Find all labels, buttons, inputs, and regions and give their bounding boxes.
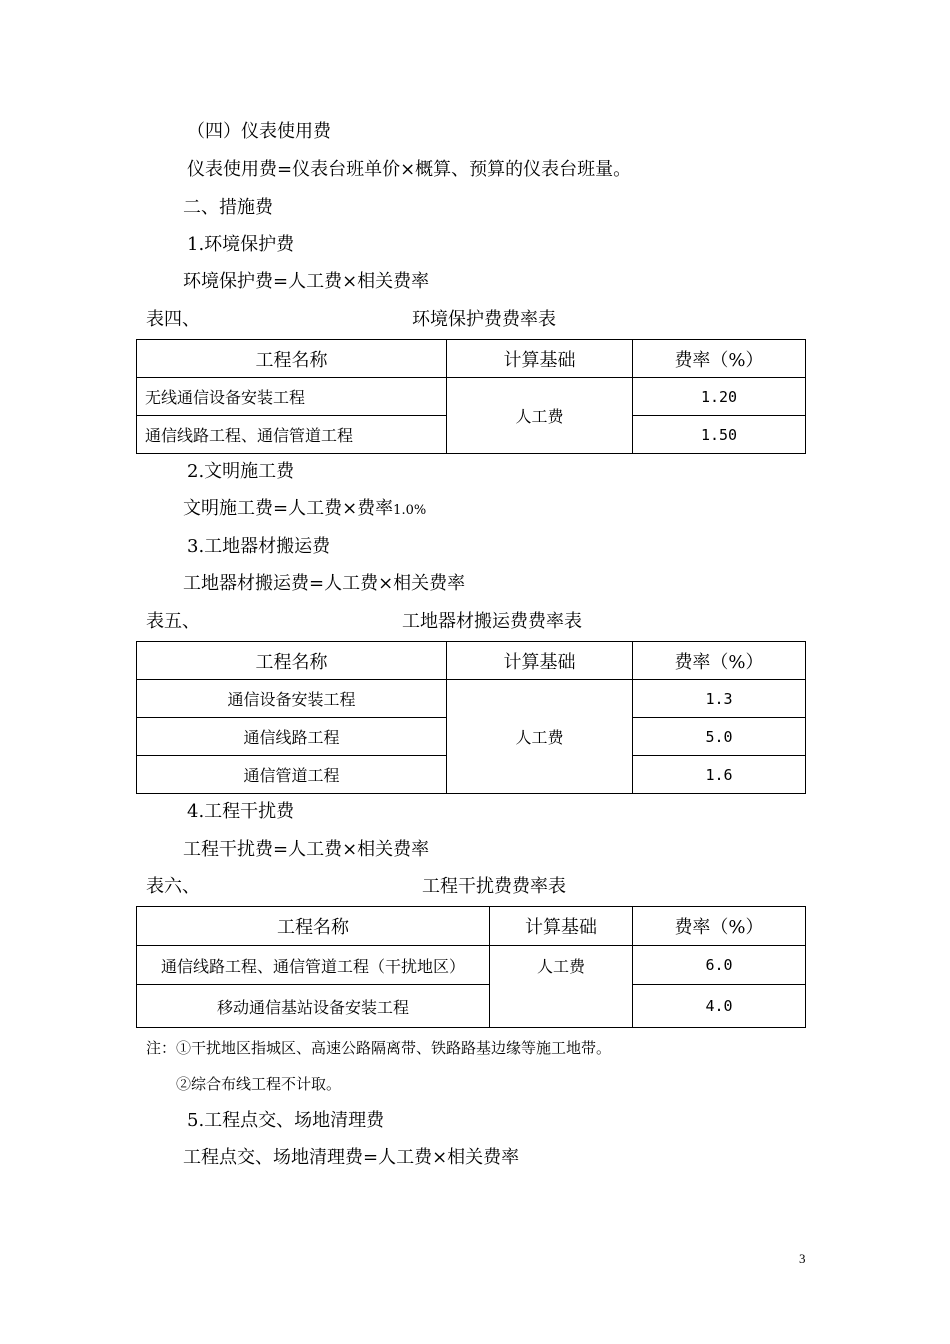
table4-basis: 人工费	[447, 378, 633, 454]
table4	[136, 339, 806, 454]
table5-row1-name: 通信设备安装工程	[137, 680, 447, 718]
heading-material-transport-fee: 3.工地器材搬运费	[187, 536, 331, 557]
table6-label: 表六、	[146, 876, 200, 897]
formula-environment-fee: 环境保护费=人工费×相关费率	[183, 271, 430, 292]
table-row	[137, 946, 806, 985]
table6-basis: 人工费	[490, 946, 633, 1028]
table5-row2-name: 通信线路工程	[137, 718, 447, 756]
table6	[136, 906, 806, 1028]
table-row	[137, 680, 806, 718]
table4-label: 表四、	[146, 309, 200, 330]
table6-row1-rate: 6.0	[633, 946, 806, 985]
heading-measures-fee: 二、措施费	[183, 197, 273, 218]
formula-interference-fee: 工程干扰费=人工费×相关费率	[183, 839, 430, 860]
table6-row1-name: 通信线路工程、通信管道工程（干扰地区）	[137, 946, 490, 985]
table5-header-rate: 费率（%）	[633, 642, 806, 680]
table6-header-basis: 计算基础	[490, 907, 633, 946]
table5-title: 工地器材搬运费费率表	[402, 611, 582, 632]
note-1: 注：①干扰地区指城区、高速公路隔离带、铁路路基边缘等施工地带。	[146, 1039, 612, 1057]
formula-instrument-fee: 仪表使用费=仪表台班单价×概算、预算的仪表台班量。	[187, 159, 632, 180]
table5-label: 表五、	[146, 611, 200, 632]
table5-basis: 人工费	[447, 680, 633, 794]
table5-header-name: 工程名称	[137, 642, 447, 680]
table5-row3-rate: 1.6	[633, 756, 806, 794]
table6-row2-rate: 4.0	[633, 985, 806, 1028]
table-row	[137, 378, 806, 416]
table4-title: 环境保护费费率表	[412, 309, 556, 330]
table5-header-basis: 计算基础	[447, 642, 633, 680]
heading-instrument-fee: （四）仪表使用费	[187, 121, 331, 142]
table6-title: 工程干扰费费率表	[422, 876, 566, 897]
table5	[136, 641, 806, 794]
table6-header-name: 工程名称	[137, 907, 490, 946]
table4-row2-name: 通信线路工程、通信管道工程	[137, 416, 447, 454]
table4-header-rate: 费率（%）	[633, 340, 806, 378]
formula-handover-cleanup-fee: 工程点交、场地清理费=人工费×相关费率	[183, 1147, 520, 1168]
table5-row1-rate: 1.3	[633, 680, 806, 718]
table5-row3-name: 通信管道工程	[137, 756, 447, 794]
formula-civilized-construction-fee	[183, 497, 426, 523]
table4-row1-rate: 1.20	[633, 378, 806, 416]
table6-row2-name: 移动通信基站设备安装工程	[137, 985, 490, 1028]
heading-civilized-construction-fee: 2.文明施工费	[187, 461, 295, 482]
table5-row2-rate: 5.0	[633, 718, 806, 756]
formula-material-transport-fee: 工地器材搬运费=人工费×相关费率	[183, 573, 466, 594]
formula-civilized-text: 文明施工费=人工费×费率	[183, 498, 394, 519]
formula-civilized-rate: 1.0%	[393, 503, 427, 518]
table-row	[137, 985, 806, 1028]
heading-interference-fee: 4.工程干扰费	[187, 801, 295, 822]
table4-row1-name: 无线通信设备安装工程	[137, 378, 447, 416]
table4-header-name: 工程名称	[137, 340, 447, 378]
heading-handover-cleanup-fee: 5.工程点交、场地清理费	[187, 1110, 385, 1131]
table4-row2-rate: 1.50	[633, 416, 806, 454]
heading-environment-fee: 1.环境保护费	[187, 234, 295, 255]
note-2: ②综合布线工程不计取。	[176, 1075, 342, 1093]
page-number: 3	[799, 1251, 806, 1266]
table4-header-basis: 计算基础	[447, 340, 633, 378]
table6-header-rate: 费率（%）	[633, 907, 806, 946]
